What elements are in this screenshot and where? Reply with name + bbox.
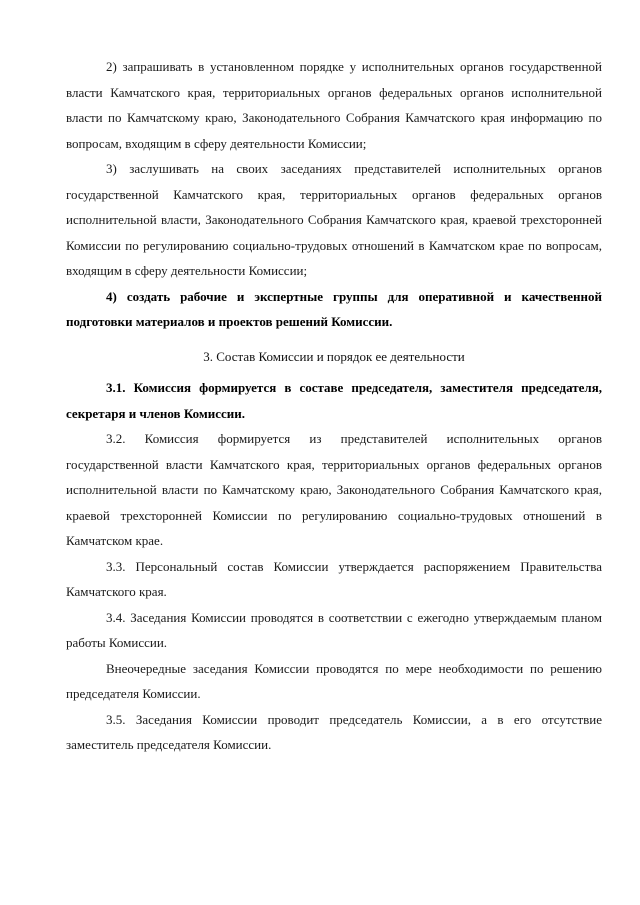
paragraph-item-2: 2) запрашивать в установленном порядке у исполнительных органов государственной власти Камчатского края, территориальных органов федеральных органов исполнительной власти по Камчатскому краю, Законодательного Собрания Камчатского края информацию по вопросам, входящим в сферу деятельности Комиссии;: [66, 59, 602, 151]
paragraph-extraordinary-meetings: Внеочередные заседания Комиссии проводятся по мере необходимости по решению председателя Комиссии.: [66, 660, 602, 701]
paragraph-3-2: 3.2. Комиссия формируется из представителей исполнительных органов государственной власти Камчатского края, территориальных органов федеральных органов исполнительной власти по Камчатскому краю, Законодательного Собрания Камчатского края, краевой трехсторонней Комиссии по регулированию социально-трудовых отношений в Камчатском крае.: [66, 431, 602, 548]
paragraph-item-4: 4) создать рабочие и экспертные группы для оперативной и качественной подготовки материалов и проектов решений Комиссии.: [66, 288, 602, 329]
section-heading: 3. Состав Комиссии и порядок ее деятельности: [203, 348, 465, 364]
paragraph-3-3: 3.3. Персональный состав Комиссии утверждается распоряжением Правительства Камчатского края.: [66, 558, 602, 599]
paragraph-3-4: 3.4. Заседания Комиссии проводятся в соответствии с ежегодно утверждаемым планом работы Комиссии.: [66, 609, 602, 650]
document-page: [66, 54, 602, 758]
paragraph-3-5: 3.5. Заседания Комиссии проводит председатель Комиссии, а в его отсутствие заместитель председателя Комиссии.: [66, 711, 602, 752]
paragraph-item-3: 3) заслушивать на своих заседаниях представителей исполнительных органов государственной Камчатского края, территориальных органов федеральных органов исполнительной власти, Законодательного Собрания Камчатского края, краевой трехсторонней Комиссии по регулированию социально-трудовых отношений в Камчатском крае по вопросам, входящим в сферу деятельности Комиссии;: [66, 161, 602, 278]
paragraph-3-1: 3.1. Комиссия формируется в составе председателя, заместителя председателя, секретаря и членов Комиссии.: [66, 380, 602, 421]
